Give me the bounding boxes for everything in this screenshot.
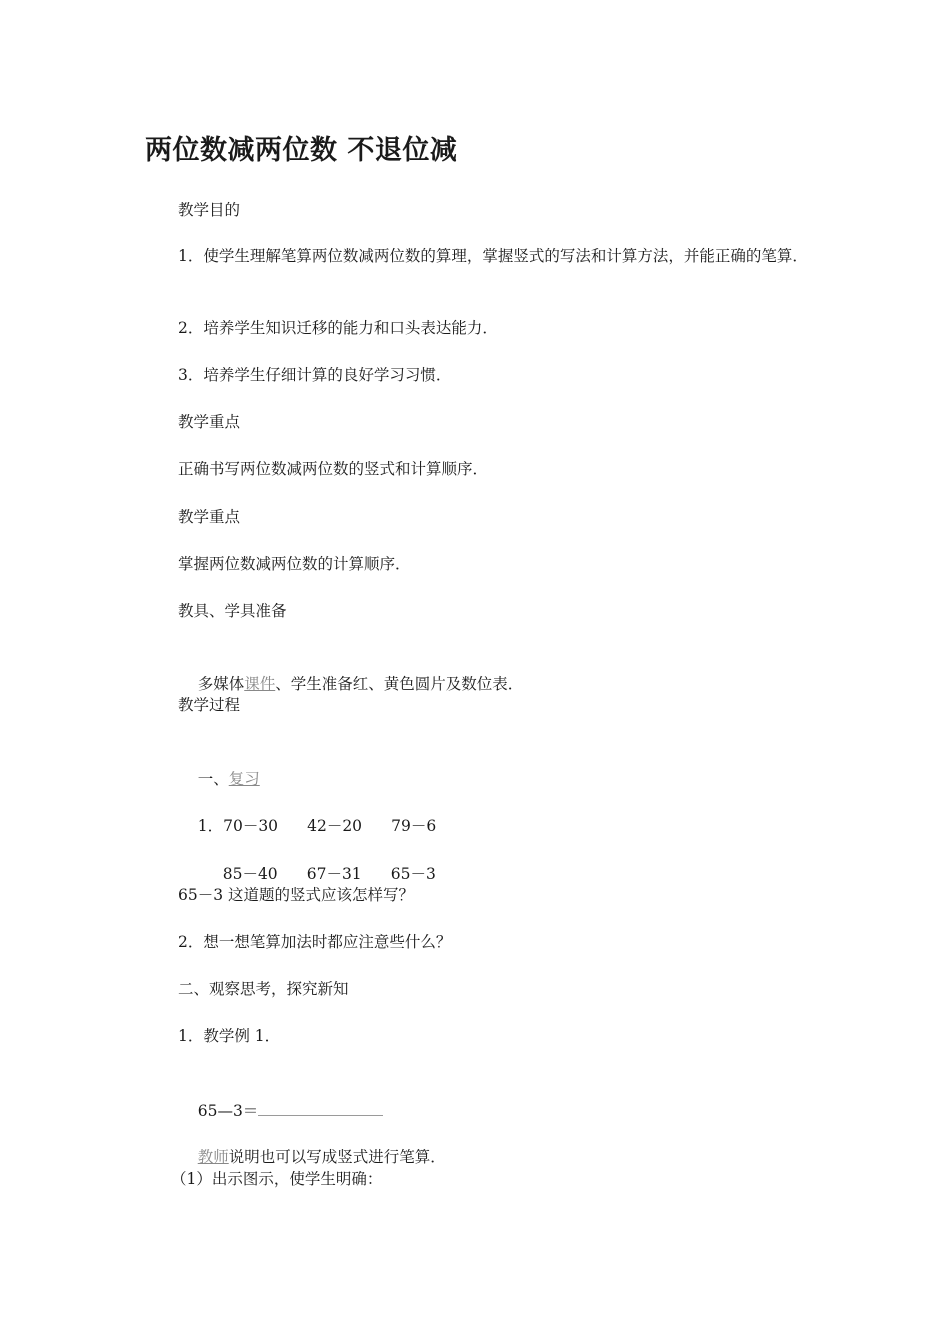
teacher-link[interactable]: 教师 xyxy=(197,1148,229,1166)
key-text: 正确书写两位数减两位数的竖式和计算顺序． xyxy=(178,460,489,478)
prep-text-after: 、学生准备红、黄色圆片及数位表． xyxy=(275,675,524,693)
objective-heading: 教学目的 xyxy=(178,201,241,219)
review-item-prefix: 1． xyxy=(197,817,224,835)
objective-3: 3．培养学生仔细计算的良好学习习惯． xyxy=(178,366,452,384)
objective-1: 1．使学生理解笔算两位数减两位数的算理，掌握竖式的写法和计算方法，并能正确的笔算． xyxy=(178,247,808,265)
review-expr: 42－20 xyxy=(307,817,363,835)
prep-text-before: 多媒体 xyxy=(197,675,245,693)
review-expr: 85－40 xyxy=(222,865,278,883)
answer-blank xyxy=(258,1097,383,1116)
difficulty-text: 掌握两位数减两位数的计算顺序． xyxy=(178,555,411,573)
equation-text: 65—3＝ xyxy=(197,1102,259,1120)
example-heading: 1．教学例 1． xyxy=(178,1027,281,1045)
review-expr: 65－3 xyxy=(390,865,436,883)
key-heading: 教学重点 xyxy=(178,413,241,431)
teacher-text: 说明也可以写成竖式进行笔算． xyxy=(228,1148,446,1166)
review-link[interactable]: 复习 xyxy=(228,770,260,788)
process-heading: 教学过程 xyxy=(178,696,241,714)
question-1: 65－3 这道题的竖式应该怎样写？ xyxy=(178,886,415,904)
courseware-link[interactable]: 课件 xyxy=(244,675,276,693)
step-1: （1）出示图示，使学生明确： xyxy=(171,1170,383,1188)
section1-prefix: 一、 xyxy=(197,770,229,788)
review-expr: 70－30 xyxy=(223,817,279,835)
document-title: 两位数减两位数 不退位减 xyxy=(145,135,458,166)
question-2: 2．想一想笔算加法时都应注意些什么？ xyxy=(178,933,452,951)
review-expr: 67－31 xyxy=(306,865,362,883)
difficulty-heading: 教学重点 xyxy=(178,508,241,526)
review-expr: 79－6 xyxy=(391,817,437,835)
prep-heading: 教具、学具准备 xyxy=(178,602,287,620)
section2-heading: 二、观察思考，探究新知 xyxy=(178,980,349,998)
objective-2: 2．培养学生知识迁移的能力和口头表达能力． xyxy=(178,319,498,337)
